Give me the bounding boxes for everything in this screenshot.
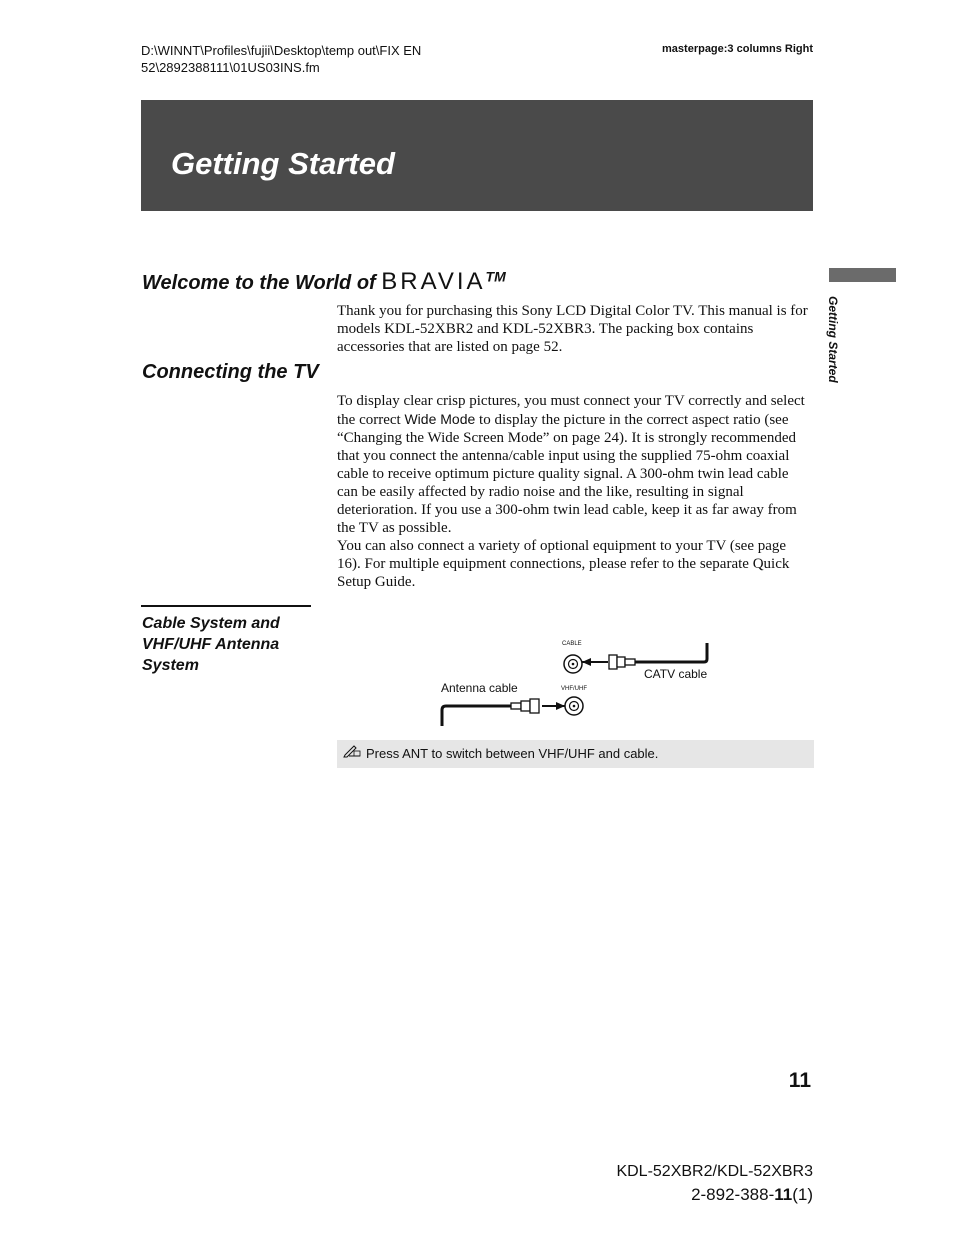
antenna-cable-label: Antenna cable <box>441 681 518 695</box>
cable-jack-label: CABLE <box>562 641 582 647</box>
page-number: 11 <box>788 1069 811 1092</box>
side-tab-label: Getting Started <box>826 296 840 383</box>
document-code-prefix: 2-892-388- <box>691 1185 775 1204</box>
page-title: Getting Started <box>171 146 395 181</box>
side-tab-marker <box>829 268 896 282</box>
welcome-paragraph <box>337 302 813 356</box>
subsection-rule <box>141 605 311 607</box>
trademark-mark: TM <box>485 268 506 285</box>
connecting-heading: Connecting the TV <box>142 361 319 383</box>
masterpage-label: masterpage:3 columns Right <box>662 43 813 55</box>
pencil-note-icon <box>343 744 361 761</box>
file-path-line-2: 52\2892388111\01US03INS.fm <box>141 60 320 75</box>
note-box <box>337 740 814 768</box>
cable-system-heading: Cable System and VHF/UHF Antenna System <box>142 615 280 674</box>
document-code-bold: 11 <box>774 1185 793 1204</box>
file-path <box>141 42 481 76</box>
document-code <box>691 1185 813 1205</box>
vhf-uhf-jack <box>565 697 583 715</box>
model-numbers: KDL-52XBR2/KDL-52XBR3 <box>616 1163 813 1180</box>
file-path-line-1: D:\WINNT\Profiles\fujii\Desktop\temp out\FIX EN <box>141 43 422 58</box>
wide-mode-term: Wide Mode <box>404 411 476 427</box>
connecting-paragraph-2: You can also connect a variety of optional equipment to your TV (see page 16). For multiple equipment connections, please refer to the separate Quick Setup Guide. <box>337 538 790 590</box>
catv-cable-label: CATV cable <box>644 667 708 681</box>
note-text: Press ANT to switch between VHF/UHF and cable. <box>366 746 659 761</box>
connecting-paragraph-1 <box>337 392 813 537</box>
vhf-uhf-jack-label: VHF/UHF <box>561 686 587 692</box>
connecting-body <box>337 392 813 591</box>
welcome-heading <box>142 268 506 296</box>
cable-jack <box>564 655 582 673</box>
connecting-p1-start: To display clear crisp pictures, you must connect your TV correctly and select the correct <box>337 393 805 428</box>
welcome-heading-text: Welcome to the World of <box>142 272 376 294</box>
section-banner <box>141 100 813 211</box>
catv-connector <box>582 655 635 669</box>
bravia-logo: BRAVIA <box>381 268 486 295</box>
antenna-cable-line <box>442 706 511 726</box>
antenna-connector <box>511 699 565 713</box>
welcome-text: Thank you for purchasing this Sony LCD Digital Color TV. This manual is for models KDL-52XBR2 and KDL-52XBR3. The packing box contains accessories that are listed on page 52. <box>337 303 808 355</box>
connecting-p1-end: to display the picture in the correct aspect ratio (see “Changing the Wide Screen Mode” on page 24). It is strongly recommended that you connect the antenna/cable input using the supplied 75-ohm coaxial cable to receive optimum picture quality signal. A 300-ohm twin lead cable can be easily affected by radio noise and the like, resulting in signal deterioration. If you use a 300-ohm twin lead cable, keep it as far away from the TV as possible. <box>337 412 797 536</box>
catv-cable-line <box>635 643 707 662</box>
document-code-suffix: (1) <box>792 1185 813 1204</box>
connection-diagram <box>430 636 730 731</box>
